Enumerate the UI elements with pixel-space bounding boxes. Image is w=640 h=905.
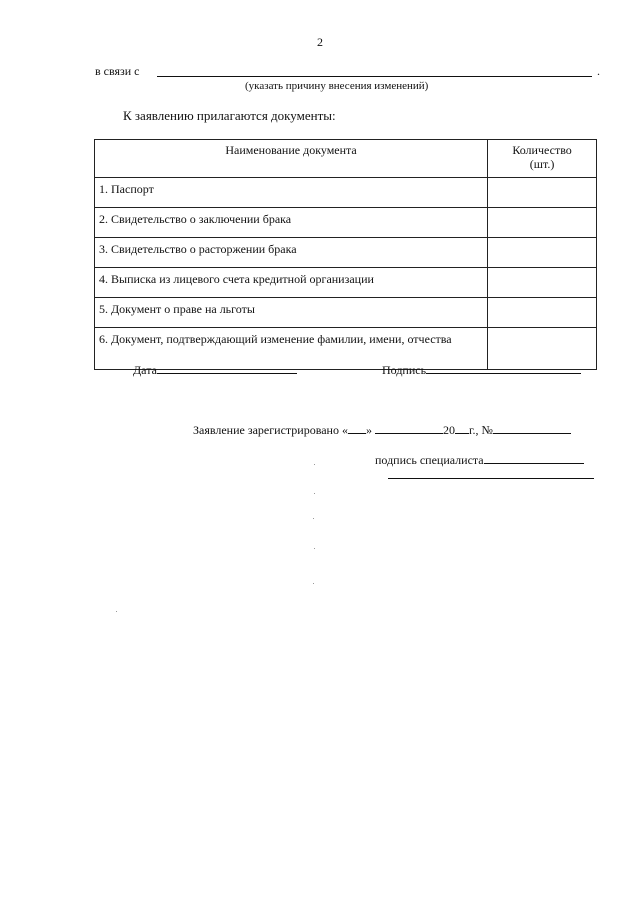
registration-day-line[interactable] [348,422,366,434]
reason-hint: (указать причину внесения изменений) [245,80,429,92]
registration-label: Заявление зарегистрировано « [193,423,348,437]
signature-fill-line[interactable] [426,361,581,374]
specialist-second-line [388,478,594,479]
registration-quote-close: » [365,423,372,437]
document-name: 2. Свидетельство о заключении брака [95,208,488,238]
header-quantity-line2: (шт.) [529,157,555,171]
scan-speck [313,518,314,519]
table-row [95,238,597,268]
header-quantity [488,140,597,178]
table-header-row [95,140,597,178]
specialist-fill-line[interactable] [484,452,584,464]
registration-month-line[interactable] [375,422,443,434]
document-name: 6. Документ, подтверждающий изменение фамилии, имени, отчества [95,328,488,370]
table-row [95,268,597,298]
signature-field [382,361,581,378]
date-fill-line[interactable] [157,361,297,374]
registration-year-suffix: г., № [468,423,494,437]
document-quantity-cell[interactable] [488,178,597,208]
specialist-label: подпись специалиста [375,453,484,467]
page-number: 2 [317,35,323,49]
document-quantity-cell[interactable] [488,208,597,238]
date-label: Дата [133,363,157,377]
documents-intro: К заявлению прилагаются документы: [123,108,336,123]
registration-year-prefix: 20 [442,423,455,437]
document-name: 4. Выписка из лицевого счета кредитной организации [95,268,488,298]
date-field [133,361,297,378]
scan-speck [314,548,315,549]
document-quantity-cell[interactable] [488,268,597,298]
header-quantity-line1: Количество [512,143,572,157]
reason-fill-line [157,76,592,77]
registration-line [193,422,571,438]
scan-speck [116,611,117,612]
table-row [95,178,597,208]
registration-number-line[interactable] [493,422,571,434]
document-name: 5. Документ о праве на льготы [95,298,488,328]
scan-speck [313,583,314,584]
documents-table [94,139,597,370]
reason-row [95,64,600,80]
document-quantity-cell[interactable] [488,298,597,328]
specialist-signature [375,452,584,468]
reason-label: в связи с [95,64,140,78]
header-document-name: Наименование документа [95,140,488,178]
table-row [95,298,597,328]
table-row [95,208,597,238]
scan-speck [314,464,315,465]
document-name: 1. Паспорт [95,178,488,208]
reason-end: . [597,64,600,78]
scan-speck [314,493,315,494]
document-quantity-cell[interactable] [488,238,597,268]
registration-year-line[interactable] [455,422,469,434]
signature-label: Подпись [382,363,427,377]
document-name: 3. Свидетельство о расторжении брака [95,238,488,268]
